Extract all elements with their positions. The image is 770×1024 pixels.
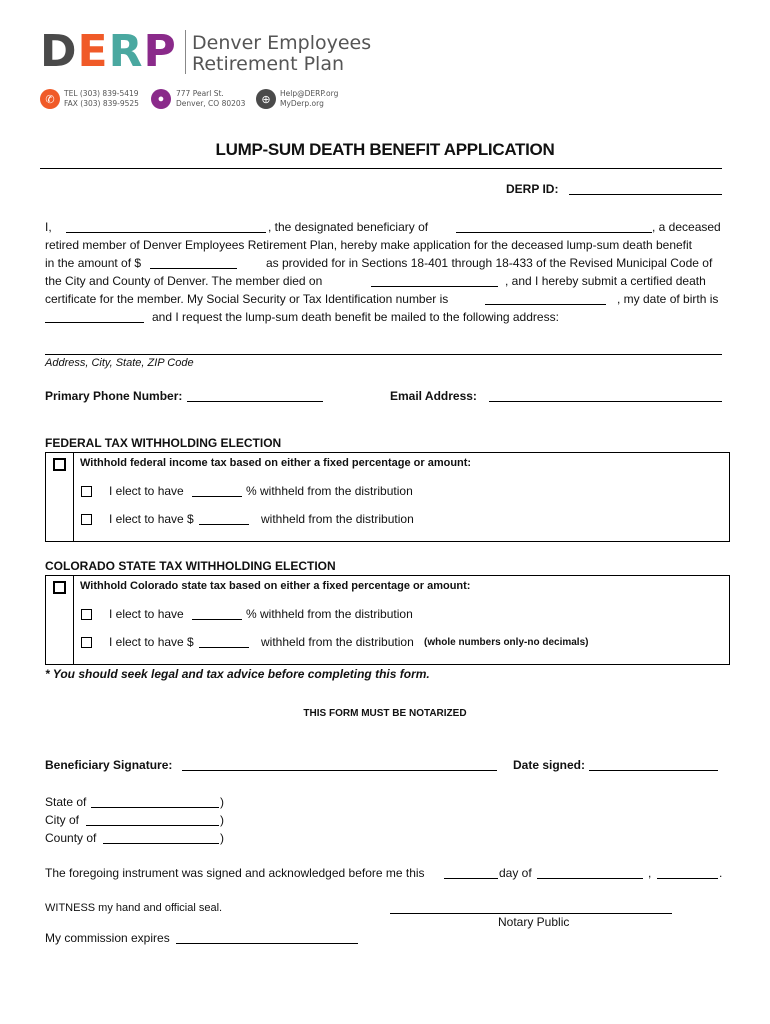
federal-pct-text-a: I elect to have [109, 484, 184, 498]
colorado-option-title: Withhold Colorado state tax based on either a fixed percentage or amount: [80, 580, 471, 592]
logo-letter-p: P [143, 26, 177, 77]
member-name-field[interactable] [456, 221, 652, 233]
derp-id-field[interactable] [569, 183, 722, 195]
address-caption: Address, City, State, ZIP Code [45, 357, 194, 369]
city-label: City of [45, 813, 80, 827]
commission-field[interactable] [176, 932, 358, 944]
colorado-amt-checkbox[interactable] [81, 637, 92, 648]
p-line3-amount: in the amount of $ [45, 256, 142, 270]
logo-divider [185, 30, 186, 74]
federal-pct-checkbox[interactable] [81, 486, 92, 497]
org-name-line2: Retirement Plan [192, 53, 344, 75]
email-field[interactable] [489, 390, 722, 402]
p-line6: and I request the lump-sum death benefit be mailed to the following address: [152, 310, 559, 324]
state-field[interactable] [91, 796, 219, 808]
federal-pct-field[interactable] [192, 485, 242, 497]
p-line3-sections: as provided for in Sections 18-401 through 18-433 of the Revised Municipal Code of [266, 256, 713, 270]
address-line2: Denver, CO 80203 [176, 99, 246, 108]
ack-day-field[interactable] [444, 867, 498, 879]
federal-box-divider [73, 452, 74, 542]
address-line1: 777 Pearl St. [176, 89, 224, 98]
colorado-amt-text-a: I elect to have $ [109, 635, 194, 649]
tel-text: TEL (303) 839-5419 [64, 89, 139, 98]
federal-withhold-checkbox[interactable] [53, 458, 66, 471]
federal-amt-field[interactable] [199, 513, 249, 525]
ack-text-b: day of [499, 866, 532, 880]
colorado-pct-text-a: I elect to have [109, 607, 184, 621]
colorado-withhold-checkbox[interactable] [53, 581, 66, 594]
date-of-birth-field[interactable] [45, 311, 144, 323]
address-field[interactable] [45, 354, 722, 355]
date-of-death-field[interactable] [371, 275, 498, 287]
notary-public-label: Notary Public [498, 915, 570, 929]
colorado-amt-field[interactable] [199, 636, 249, 648]
federal-option-title: Withhold federal income tax based on either a fixed percentage or amount: [80, 457, 472, 469]
ack-text-c: , [648, 866, 652, 880]
logo-letter-e: E [77, 26, 109, 77]
logo-letter-r: R [108, 26, 144, 77]
email-text: Help@DERP.org [280, 89, 339, 98]
derp-id-label: DERP ID: [506, 182, 559, 196]
notary-signature-field[interactable] [390, 913, 672, 914]
website-text: MyDerp.org [280, 99, 324, 108]
signature-label: Beneficiary Signature: [45, 758, 173, 772]
witness-text: WITNESS my hand and official seal. [45, 902, 223, 914]
signature-field[interactable] [182, 759, 497, 771]
beneficiary-name-field[interactable] [66, 221, 266, 233]
colorado-box-divider [73, 575, 74, 665]
phone-label: Primary Phone Number: [45, 389, 183, 403]
city-field[interactable] [86, 814, 219, 826]
ack-text-d: . [719, 866, 723, 880]
p-line1-deceased: , a deceased [652, 220, 721, 234]
org-name-line1: Denver Employees [192, 32, 372, 54]
benefit-amount-field[interactable] [150, 257, 237, 269]
p-line5-ssn: certificate for the member. My Social Security or Tax Identification number is [45, 292, 449, 306]
federal-amt-checkbox[interactable] [81, 514, 92, 525]
phone-icon: ✆ [40, 89, 60, 109]
p-line1-beneficiary: , the designated beneficiary of [268, 220, 429, 234]
county-label: County of [45, 831, 97, 845]
web-info [280, 89, 338, 109]
phone-fax-info [64, 89, 139, 109]
location-pin-icon: ● [151, 89, 171, 109]
state-label: State of [45, 795, 87, 809]
page-title: LUMP-SUM DEATH BENEFIT APPLICATION [215, 140, 555, 159]
federal-pct-text-b: % withheld from the distribution [246, 484, 413, 498]
globe-icon: ⊕ [256, 89, 276, 109]
commission-label: My commission expires [45, 931, 170, 945]
city-paren: ) [220, 813, 224, 827]
notarized-notice: THIS FORM MUST BE NOTARIZED [303, 708, 467, 719]
ack-year-field[interactable] [657, 867, 718, 879]
phone-field[interactable] [187, 390, 323, 402]
email-label: Email Address: [390, 389, 477, 403]
logo-letter-d: D [40, 26, 78, 77]
fax-text: FAX (303) 839-9525 [64, 99, 139, 108]
colorado-pct-field[interactable] [192, 608, 242, 620]
p-line4-died: the City and County of Denver. The member died on [45, 274, 323, 288]
colorado-pct-checkbox[interactable] [81, 609, 92, 620]
federal-amt-text-b: withheld from the distribution [261, 512, 414, 526]
ack-month-field[interactable] [537, 867, 643, 879]
advice-note: * You should seek legal and tax advice before completing this form. [45, 667, 430, 681]
colorado-amt-note: (whole numbers only-no decimals) [424, 637, 589, 648]
date-signed-label: Date signed: [513, 758, 586, 772]
colorado-pct-text-b: % withheld from the distribution [246, 607, 413, 621]
address-info [176, 89, 245, 109]
federal-amt-text-a: I elect to have $ [109, 512, 194, 526]
state-paren: ) [220, 795, 224, 809]
colorado-amt-text-b: withheld from the distribution [261, 635, 414, 649]
federal-heading: FEDERAL TAX WITHHOLDING ELECTION [45, 436, 282, 450]
date-signed-field[interactable] [589, 759, 718, 771]
colorado-heading: COLORADO STATE TAX WITHHOLDING ELECTION [45, 559, 336, 573]
county-paren: ) [220, 831, 224, 845]
p-line5-dob: , my date of birth is [617, 292, 719, 306]
p-line2: retired member of Denver Employees Retirement Plan, hereby make application for the deceased lump-sum death benefit [45, 238, 692, 252]
p-line4-certificate: , and I hereby submit a certified death [505, 274, 706, 288]
org-name [192, 33, 371, 75]
p-line1-i: I, [45, 220, 52, 234]
title-rule [40, 168, 722, 169]
derp-logo [40, 26, 177, 77]
ssn-field[interactable] [485, 293, 606, 305]
ack-text-a: The foregoing instrument was signed and acknowledged before me this [45, 866, 425, 880]
county-field[interactable] [103, 832, 219, 844]
